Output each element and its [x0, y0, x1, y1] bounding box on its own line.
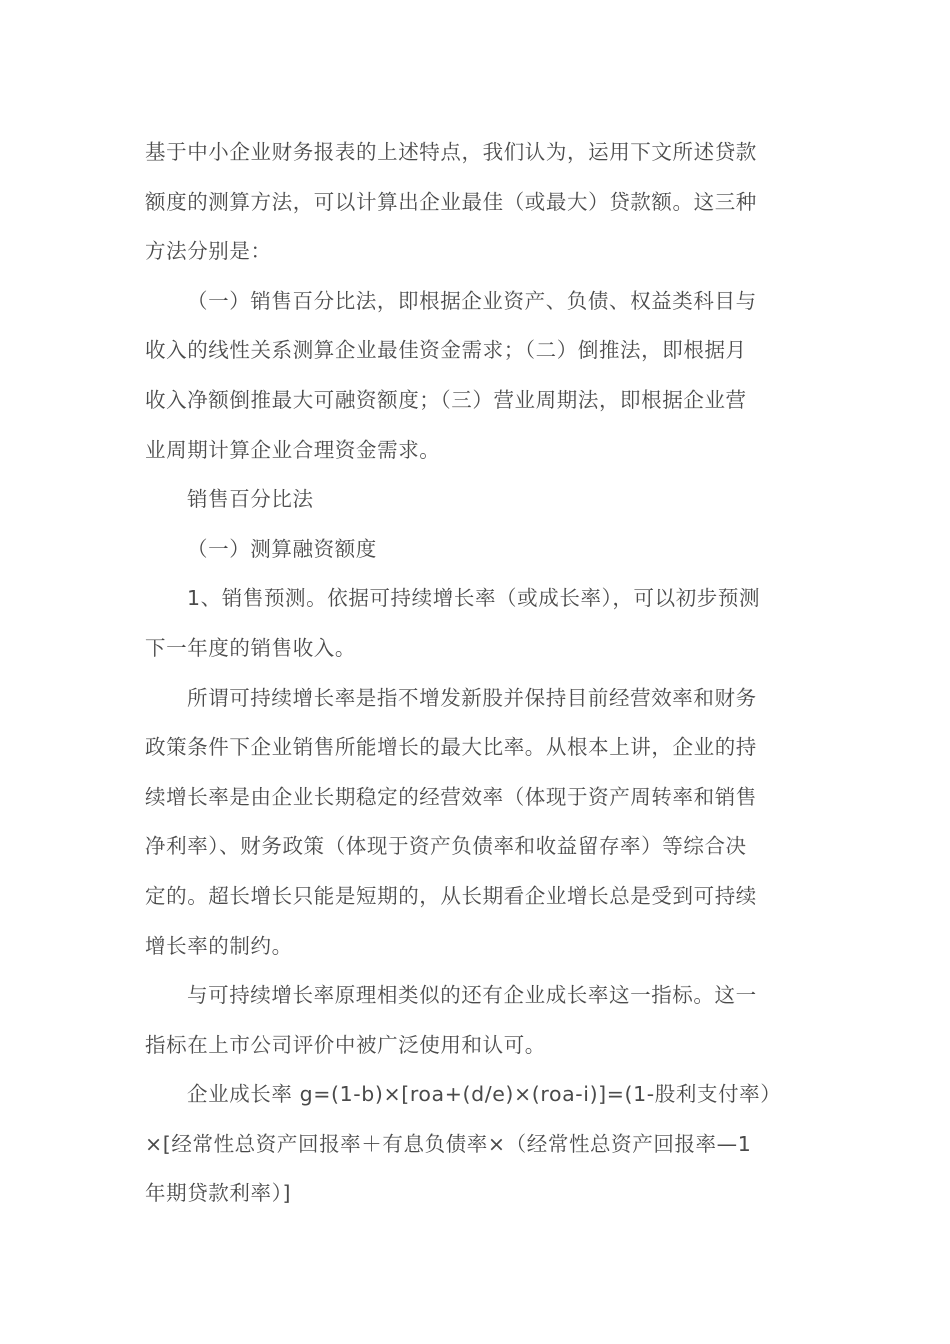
paragraph-line: 下一年度的销售收入。	[145, 635, 356, 660]
paragraph-line: 净利率）、财务政策（体现于资产负债率和收益留存率）等综合决	[145, 834, 747, 859]
paragraph-line: 指标在上市公司评价中被广泛使用和认可。	[145, 1032, 546, 1057]
paragraph-line: 增长率的制约。	[145, 933, 293, 958]
paragraph-line: 所谓可持续增长率是指不增发新股并保持目前经营效率和财务	[187, 685, 757, 710]
paragraph-line: 业周期计算企业合理资金需求。	[145, 437, 441, 462]
formula-line: 企业成长率 g=(1-b)×[roa+(d/e)×(roa-i)]=(1-股利支付率）	[187, 1082, 782, 1107]
paragraph-line: 收入的线性关系测算企业最佳资金需求；（二）倒推法，即根据月	[145, 338, 747, 363]
document-body	[145, 128, 805, 1219]
subsection-heading: （一）测算融资额度	[187, 536, 377, 561]
formula-line: 年期贷款利率）]	[145, 1181, 292, 1206]
paragraph-line: （一）销售百分比法，即根据企业资产、负债、权益类科目与	[187, 288, 757, 313]
paragraph-line: 定的。超长增长只能是短期的，从长期看企业增长总是受到可持续	[145, 883, 757, 908]
paragraph-line: 收入净额倒推最大可融资额度；（三）营业周期法，即根据企业营	[145, 387, 747, 412]
paragraph-line: 1、销售预测。依据可持续增长率（或成长率），可以初步预测	[187, 586, 761, 611]
section-heading: 销售百分比法	[187, 487, 314, 512]
paragraph-line: 基于中小企业财务报表的上述特点，我们认为，运用下文所述贷款	[145, 140, 757, 164]
paragraph-line: 与可持续增长率原理相类似的还有企业成长率这一指标。这一	[187, 983, 757, 1008]
paragraph-line: 续增长率是由企业长期稳定的经营效率（体现于资产周转率和销售	[145, 784, 757, 809]
paragraph-line: 政策条件下企业销售所能增长的最大比率。从根本上讲，企业的持	[145, 735, 757, 760]
formula-line: ×[经常性总资产回报率＋有息负债率×（经常性总资产回报率—1	[145, 1131, 752, 1156]
paragraph-line: 方法分别是：	[145, 239, 272, 264]
paragraph-line: 额度的测算方法，可以计算出企业最佳（或最大）贷款额。这三种	[145, 189, 757, 214]
